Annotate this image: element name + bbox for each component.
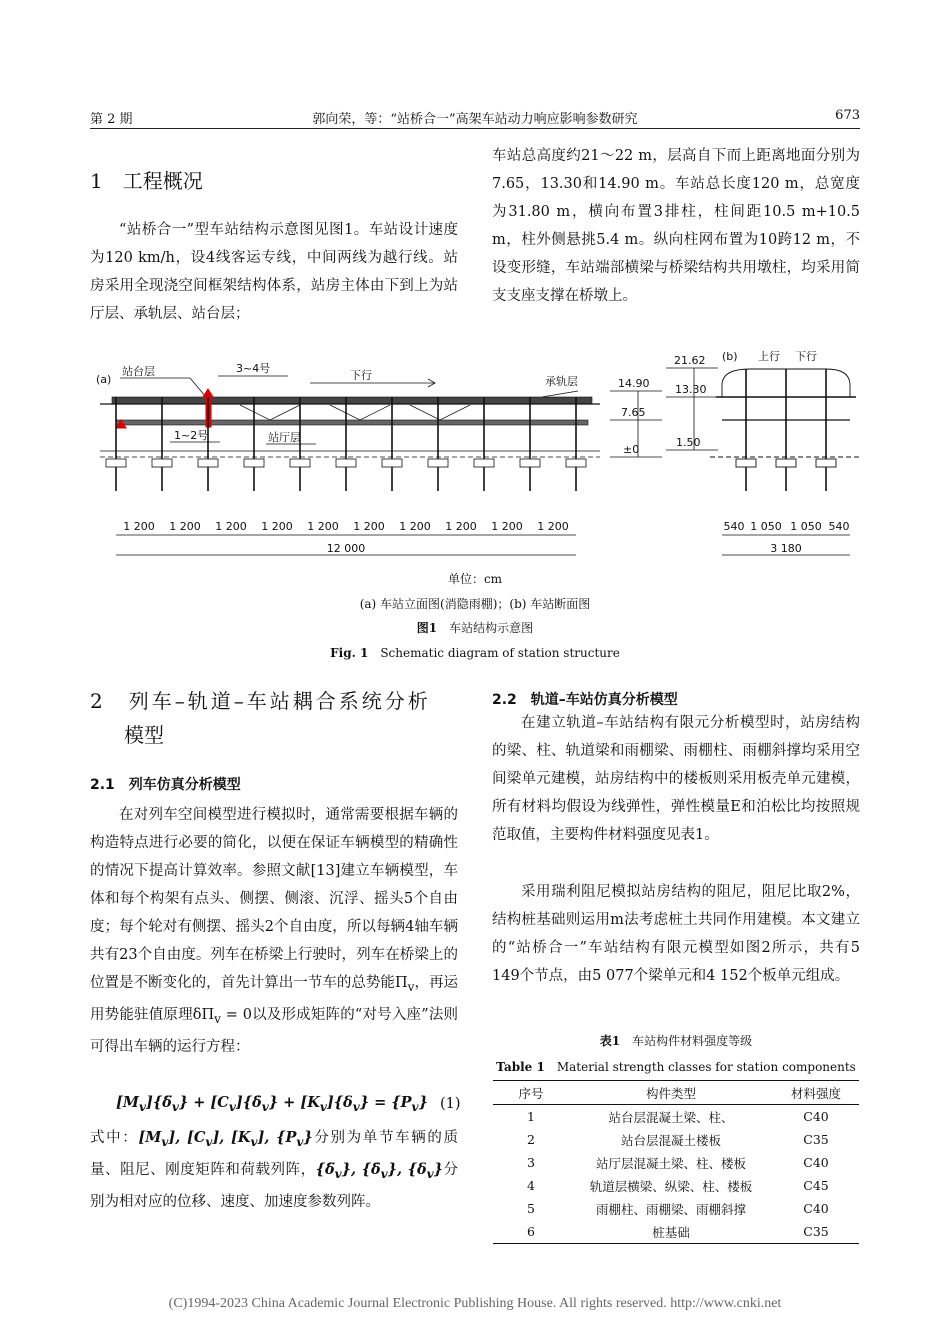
table-row: [493, 1151, 859, 1174]
equation-explanation: 式中：$[M_v]$, $[C_v]$, $[K_v]$, $\{P_v\}$分别为单节车辆的质量、阻尼、刚度矩阵和荷载列阵，$\{\deltä_v\}$, $\{\deltȧ_v\}$, $\{\delta_v\}$分别为相对应的位移、速度、加速度参数列阵。: [90, 1129, 459, 1210]
table-row: [493, 1174, 859, 1197]
figure-number-en: Fig. 1: [330, 646, 369, 660]
width-span-label: 540: [723, 520, 745, 533]
p21-mid: ，再运用势能驻值原理δΠ: [90, 975, 459, 1023]
where-text-1: 分别为单节车辆的质量、阻尼、刚度矩阵和荷载列阵，: [90, 1130, 459, 1178]
elev-14-90: 14.90: [618, 377, 650, 390]
span-dimension-labels: [123, 520, 849, 555]
elev-1-50: 1.50: [676, 436, 701, 449]
header-no: 序号: [493, 1081, 569, 1105]
cell-strength: C35: [803, 1132, 829, 1147]
elevation-columns: [116, 397, 576, 491]
section-2-heading-line-2: 模型: [124, 723, 164, 747]
width-span-label: 540: [828, 520, 850, 533]
span-label: 1 200: [537, 520, 569, 533]
cell-no: 4: [527, 1178, 535, 1193]
figure-title-en: Schematic diagram of station structure: [380, 646, 620, 660]
table-1-caption-cn: [492, 1032, 860, 1049]
figure-caption-cn: [0, 619, 950, 636]
figure-number-cn: 图1: [416, 621, 438, 635]
cell-component: 轨道层横梁、纵梁、柱、楼板: [589, 1178, 753, 1194]
tracks-1-2-label: 1~2号: [174, 429, 209, 442]
panel-b-down-line-label: 下行: [795, 350, 817, 363]
material-strength-table: [493, 1080, 859, 1244]
cell-strength: C40: [803, 1155, 829, 1170]
subsection-2-2-heading: 2.2 轨道–车站仿真分析模型: [492, 692, 678, 708]
p21-end: = 0以及形成矩阵的“对号入座”法则可得出车辆的运行方程：: [90, 1006, 459, 1055]
subsection-2-1-paragraph: [90, 801, 458, 1061]
tracks-3-4-label: 3~4号: [236, 362, 271, 375]
p21-text: 在对列车空间模型进行模拟时，通常需要根据车辆的构造特点进行必要的简化，以便在保证车辆模型的精确性的情况下提高计算效率。参照文献[13]建立车辆模型，车体和每个构架有点头、侧摆、侧滚、沉浮、摇头5个自由度；每个轮对有侧摆、摇头2个自由度，所以每辆4轴车辆共有23个自由度。列车在桥梁上行驶时，列车在桥梁上的位置是不断变化的，首先计算出一节车的总势能Π: [90, 807, 458, 991]
cell-strength: C45: [803, 1178, 829, 1193]
span-label: 1 200: [445, 520, 477, 533]
width-span-label: 1 050: [790, 520, 822, 533]
cell-no: 2: [527, 1132, 535, 1147]
table-header-row: [493, 1081, 859, 1105]
subsection-2-1-heading: 2.1 列车仿真分析模型: [90, 777, 241, 793]
up-line-label: 上行: [758, 350, 780, 363]
elev-21-62: 21.62: [674, 354, 706, 367]
table-row: [493, 1220, 859, 1244]
total-width-label: 3 180: [770, 542, 802, 555]
cell-component: 站台层混凝土楼板: [620, 1132, 721, 1148]
equation-1: $[M_v]\{\deltä_v\}$ + $[C_v]\{\deltȧ_v\} + [K_v]\{\delta_v\} = \{P_v\}$: [116, 1094, 428, 1114]
table-number-en: Table 1: [496, 1060, 545, 1074]
cell-strength: C35: [773, 1220, 859, 1244]
figure-1-drawing: [90, 345, 870, 573]
width-span-label: 1 050: [750, 520, 782, 533]
where-text-2: 分别为相对应的位移、速度、加速度参数列阵。: [90, 1161, 459, 1210]
table-title-en: Material strength classes for station components: [556, 1060, 856, 1074]
panel-b-label: (b): [722, 350, 738, 363]
table-number-cn: 表1: [599, 1034, 621, 1048]
cell-strength: C40: [803, 1201, 829, 1216]
cell-component: 站厅层混凝土梁、柱、楼板: [595, 1155, 746, 1171]
table-title-cn: 车站构件材料强度等级: [632, 1034, 753, 1048]
running-title: 郭向荣，等：“站桥合一”高架车站动力响应影响参数研究: [312, 112, 638, 127]
platform-layer-label: 站台层: [122, 365, 155, 378]
cell-component: 桩基础: [569, 1220, 773, 1244]
copyright-footer: (C)1994-2023 China Academic Journal Electronic Publishing House. All rights reserved. http://www.cnki.net: [168, 1296, 782, 1311]
elevation-pile-caps: [106, 459, 586, 467]
cell-no: 1: [527, 1109, 535, 1124]
span-label: 1 200: [169, 520, 201, 533]
figure-subcaption: (a) 车站立面图(消隐雨棚)；(b) 车站断面图: [359, 597, 591, 611]
section-1-paragraph-right: 车站总高度约21～22 m，层高自下而上距离地面分别为7.65，13.30和14.90 m。车站总长度120 m，总宽度为31.80 m，横向布置3排柱，柱间距10.5 m+10.5 m，柱外侧悬挑5.4 m。纵向柱网布置为10跨12 m，不设变形缝，车站端部横梁与桥梁结构共用墩柱，均采用简支支座支撑在桥墩上。: [492, 148, 860, 304]
section-view: [710, 369, 860, 491]
span-label: 1 200: [399, 520, 431, 533]
running-header: [90, 106, 860, 129]
span-label: 1 200: [215, 520, 247, 533]
span-label: 1 200: [261, 520, 293, 533]
panel-a-label: (a): [96, 373, 112, 386]
cell-component: 站台层混凝土梁、柱、: [608, 1109, 734, 1125]
cell-no: 3: [527, 1155, 535, 1170]
table-row: [493, 1128, 859, 1151]
section-2-heading-line-1: 2 列车–轨道–车站耦合系统分析: [90, 689, 431, 713]
cell-component: 雨棚柱、雨棚梁、雨棚斜撑: [595, 1201, 746, 1217]
cell-strength: C40: [803, 1109, 829, 1124]
elev-7-65: 7.65: [621, 406, 646, 419]
total-length-label: 12 000: [326, 542, 366, 555]
table-row: [493, 1105, 859, 1129]
page-number: 673: [835, 108, 860, 123]
where-prefix: 式中：: [90, 1130, 139, 1146]
subsection-2-2-paragraph-2: 采用瑞利阻尼模拟站房结构的阻尼，阻尼比取2%，结构桩基础则运用m法考虑桩土共同作用建模。本文建立的“站桥合一”车站结构有限元模型如图2所示，共有5 149个节点，由5 077个梁单元和4 152个板单元组成。: [492, 884, 860, 984]
issue-number: 第 2 期: [90, 112, 133, 127]
figure-caption-en: [0, 644, 950, 661]
figure-unit: 单位：cm: [447, 572, 503, 586]
p21-sub: v: [407, 979, 415, 994]
span-label: 1 200: [307, 520, 339, 533]
elev-13-30: 13.30: [675, 383, 707, 396]
equation-number: (1): [440, 1096, 461, 1112]
section-1-paragraph-left: “站桥合一”型车站结构示意图见图1。车站设计速度为120 km/h，设4线客运专线，中间两线为越行线。站房采用全现浇空间框架结构体系，站房主体由下到上为站厅层、承轨层、站台层；: [90, 222, 458, 322]
down-line-label: 下行: [350, 369, 372, 382]
header-strength: 材料强度: [773, 1081, 859, 1105]
span-label: 1 200: [123, 520, 155, 533]
span-label: 1 200: [491, 520, 523, 533]
rail-layer-label: 承轨层: [545, 375, 578, 388]
subsection-2-2-paragraph-1: 在建立轨道–车站结构有限元分析模型时，站房结构的梁、柱、轨道梁和雨棚梁、雨棚柱、雨棚斜撑均采用空间梁单元建模，站房结构中的楼板则采用板壳单元建模，所有材料均假设为线弹性，弹性模量E和泊松比均按照规范取值，主要构件材料强度见表1。: [492, 715, 860, 843]
table-1-caption-en: [492, 1058, 860, 1075]
section-1-heading: 1 工程概况: [90, 169, 203, 193]
elev-0: ±0: [623, 443, 640, 456]
header-component: 构件类型: [569, 1081, 773, 1105]
cell-no: 6: [493, 1220, 569, 1244]
span-label: 1 200: [353, 520, 385, 533]
hall-layer-label: 站厅层: [268, 431, 301, 444]
table-row: [493, 1197, 859, 1220]
p21-sub-2: v: [214, 1011, 221, 1026]
figure-title-cn: 车站结构示意图: [449, 621, 534, 635]
cell-no: 5: [527, 1201, 535, 1216]
